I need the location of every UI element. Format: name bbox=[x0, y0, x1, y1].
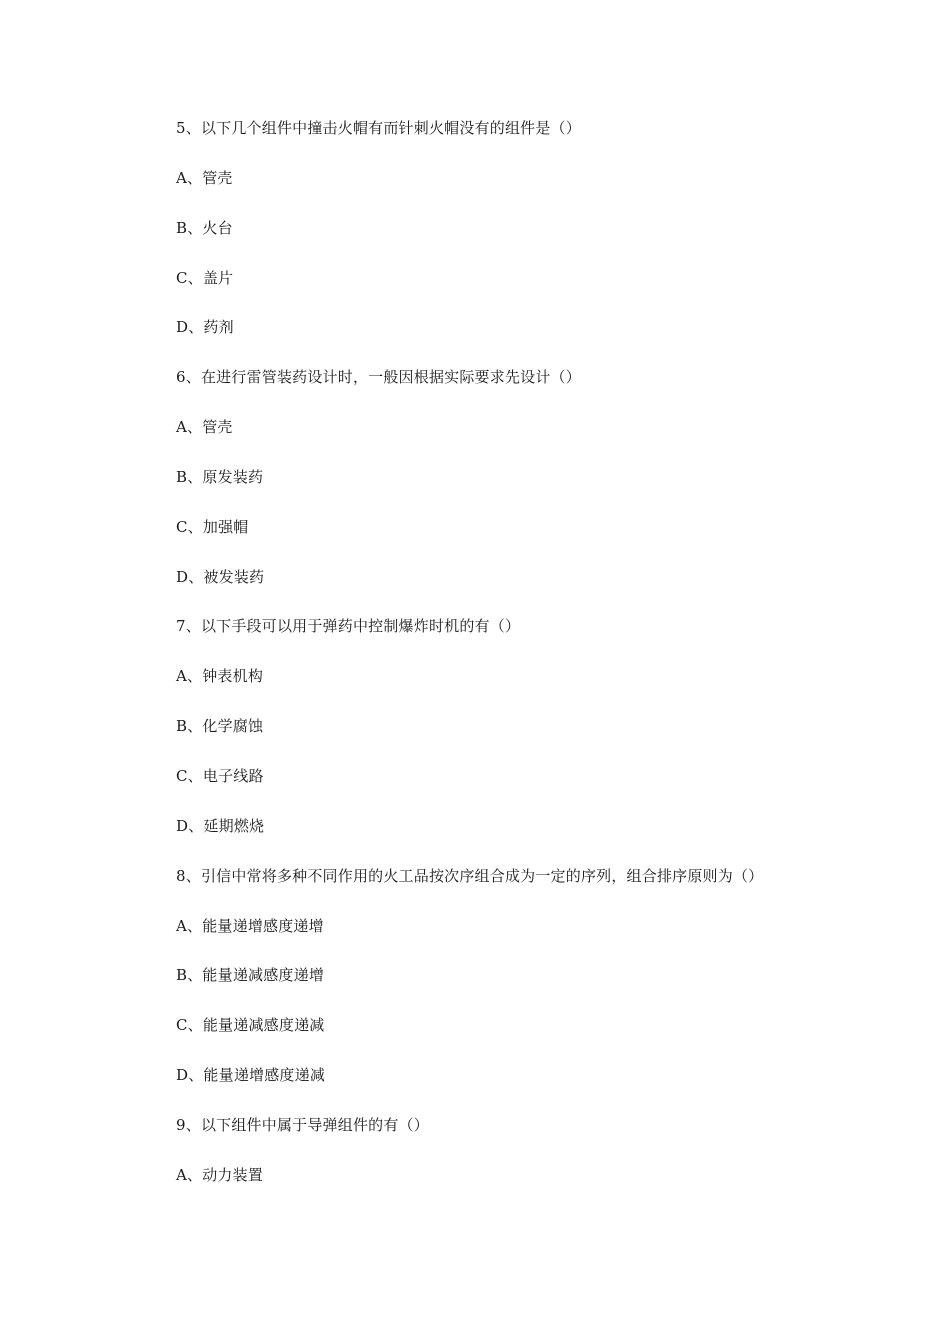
question-8-option-b: B、能量递减感度递增 bbox=[176, 966, 325, 985]
question-7-option-d: D、延期燃烧 bbox=[176, 816, 265, 835]
question-5-stem: 5、以下几个组件中撞击火帽有而针刺火帽没有的组件是（） bbox=[176, 119, 581, 137]
question-9-option-a: A、动力装置 bbox=[176, 1165, 264, 1184]
question-7-stem: 7、以下手段可以用于弹药中控制爆炸时机的有（） bbox=[176, 617, 521, 636]
question-6-stem: 6、在进行雷管装药设计时，一般因根据实际要求先设计（） bbox=[176, 368, 581, 387]
document-page bbox=[176, 118, 876, 1215]
question-6-option-a: A、管壳 bbox=[176, 418, 233, 437]
question-7-option-a: A、钟表机构 bbox=[176, 667, 264, 686]
question-6-option-b: B、原发装药 bbox=[176, 467, 264, 486]
question-5-option-a: A、管壳 bbox=[176, 168, 233, 187]
question-9-stem: 9、以下组件中属于导弹组件的有（） bbox=[176, 1115, 429, 1134]
question-8-option-c: C、能量递减感度递减 bbox=[176, 1016, 325, 1035]
question-6-option-c: C、加强帽 bbox=[176, 517, 249, 536]
question-5-option-b: B、火台 bbox=[176, 218, 233, 237]
question-8-stem: 8、引信中常将多种不同作用的火工品按次序组合成为一定的序列，组合排序原则为（） bbox=[176, 866, 764, 885]
question-6-option-d: D、被发装药 bbox=[176, 567, 265, 586]
question-7-option-c: C、电子线路 bbox=[176, 766, 264, 785]
question-5-option-d: D、药剂 bbox=[176, 318, 234, 337]
question-8-option-d: D、能量递增感度递减 bbox=[176, 1066, 326, 1085]
question-8-option-a: A、能量递增感度递增 bbox=[176, 916, 324, 935]
question-5-option-c: C、盖片 bbox=[176, 268, 234, 287]
question-7-option-b: B、化学腐蚀 bbox=[176, 717, 264, 736]
